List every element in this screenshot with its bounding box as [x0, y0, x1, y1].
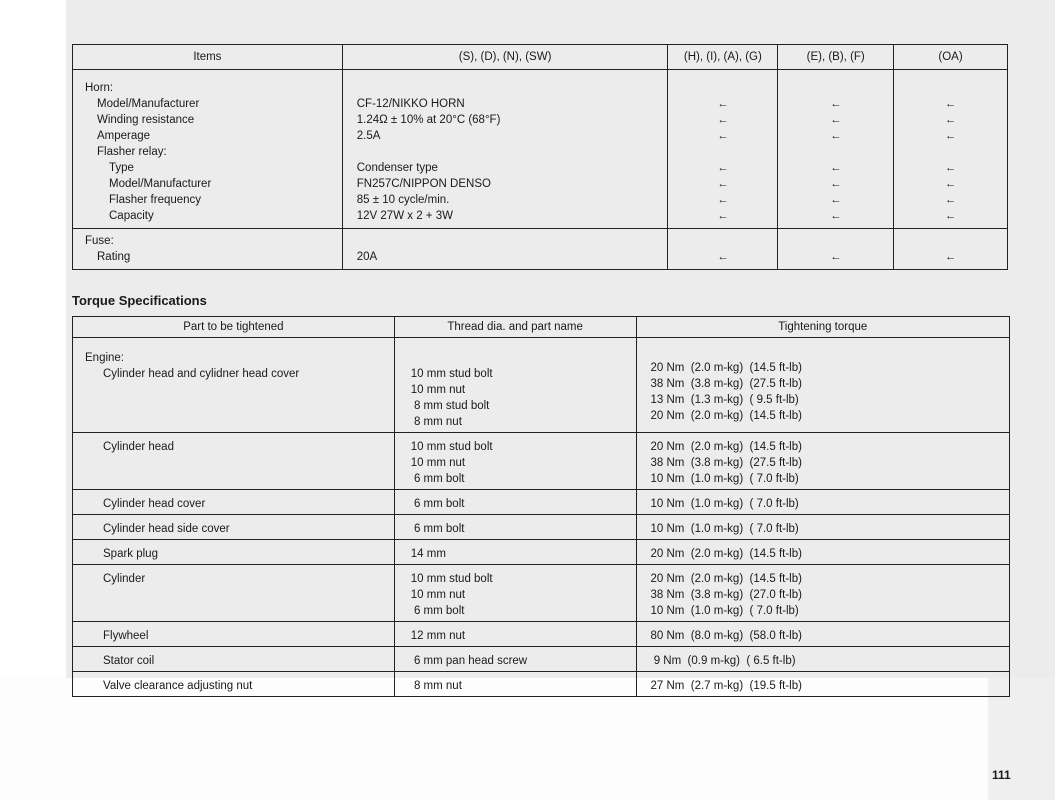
- horn-values-cell: [342, 70, 668, 229]
- part-cell: [73, 565, 395, 622]
- item-label: Rating: [97, 251, 131, 263]
- fuse-values-cell: [342, 229, 668, 270]
- part-cell: [73, 647, 395, 672]
- same-as-left-arrow-icon: ←: [717, 194, 729, 206]
- item-label: Flasher relay:: [97, 146, 167, 158]
- item-value: [357, 144, 660, 160]
- same-as-left-arrow-icon: ←: [717, 130, 729, 142]
- same-as-left-arrow-icon: ←: [829, 251, 842, 263]
- horn-arrows-h: [668, 70, 778, 229]
- same-as-left-arrow-icon: ←: [829, 98, 842, 110]
- item-label: Model/Manufacturer: [97, 98, 200, 110]
- item-value: Condenser type: [356, 162, 438, 174]
- torque-row: [73, 490, 1010, 515]
- item-label: Horn:: [85, 82, 114, 94]
- torque-value: 9 Nm (0.9 m-kg) ( 6.5 ft-lb): [650, 655, 796, 667]
- header-part: Part to be tightened: [73, 317, 395, 338]
- horn-arrows-oa: [894, 70, 1008, 229]
- same-as-left-arrow-icon: ←: [944, 210, 957, 222]
- fuse-items-cell: [73, 229, 343, 270]
- same-as-left-arrow-icon: ←: [944, 162, 957, 174]
- header-torque: Tightening torque: [636, 317, 1010, 338]
- torque-row: [73, 672, 1010, 697]
- same-as-left-arrow-icon: ←: [829, 178, 842, 190]
- part-cell: [73, 515, 395, 540]
- header-e-b-f: (E), (B), (F): [778, 45, 894, 70]
- torque-value: 13 Nm (1.3 m-kg) ( 9.5 ft-lb): [650, 394, 799, 406]
- part-name: Stator coil: [103, 655, 155, 667]
- part-cell: [73, 490, 395, 515]
- torque-value: 27 Nm (2.7 m-kg) (19.5 ft-lb): [650, 680, 802, 692]
- thread-cell: [394, 433, 636, 490]
- torque-value: 10 Nm (1.0 m-kg) ( 7.0 ft-lb): [650, 523, 799, 535]
- fuse-arrows-oa: [894, 229, 1008, 270]
- same-as-left-arrow-icon: ←: [944, 98, 957, 110]
- blank-line: [786, 80, 885, 96]
- thread-spec: 10 mm nut: [410, 457, 466, 469]
- thread-spec: 6 mm bolt: [410, 498, 465, 510]
- header-thread: Thread dia. and part name: [394, 317, 636, 338]
- part-name: Cylinder: [103, 573, 146, 585]
- torque-value: 38 Nm (3.8 m-kg) (27.5 ft-lb): [650, 457, 802, 469]
- part-name: Valve clearance adjusting nut: [103, 680, 253, 692]
- item-label: Fuse:: [85, 235, 114, 247]
- thread-cell: [394, 515, 636, 540]
- torque-row: [73, 515, 1010, 540]
- thread-spec: 10 mm stud bolt: [410, 573, 493, 585]
- item-value: CF-12/NIKKO HORN: [356, 98, 465, 110]
- same-as-left-arrow-icon: ←: [829, 162, 842, 174]
- torque-cell: [636, 515, 1010, 540]
- item-value: FN257C/NIPPON DENSO: [356, 178, 491, 190]
- thread-spec: 10 mm stud bolt: [410, 441, 493, 453]
- torque-cell: [636, 540, 1010, 565]
- same-as-left-arrow-icon: ←: [944, 251, 957, 263]
- same-as-left-arrow-icon: ←: [717, 178, 729, 190]
- part-name: Flywheel: [103, 630, 149, 642]
- torque-value: 38 Nm (3.8 m-kg) (27.5 ft-lb): [650, 378, 802, 390]
- part-name: Cylinder head and cylidner head cover: [103, 368, 300, 380]
- part-cell: [73, 338, 395, 433]
- same-as-left-arrow-icon: ←: [944, 130, 957, 142]
- item-value: 2.5A: [356, 130, 381, 142]
- torque-value: 10 Nm (1.0 m-kg) ( 7.0 ft-lb): [650, 605, 799, 617]
- thread-cell: [394, 622, 636, 647]
- same-as-left-arrow-icon: ←: [717, 114, 729, 126]
- item-label: Model/Manufacturer: [109, 178, 212, 190]
- fuse-arrows-e: [778, 229, 894, 270]
- item-value: 20A: [356, 251, 378, 263]
- torque-value: 80 Nm (8.0 m-kg) (58.0 ft-lb): [650, 630, 802, 642]
- same-as-left-arrow-icon: ←: [717, 251, 729, 263]
- same-as-left-arrow-icon: ←: [944, 194, 957, 206]
- thread-cell: [394, 490, 636, 515]
- part-name: Cylinder head side cover: [103, 523, 230, 535]
- torque-value: 20 Nm (2.0 m-kg) (14.5 ft-lb): [650, 362, 802, 374]
- blank-line: [786, 144, 885, 160]
- torque-value: 38 Nm (3.8 m-kg) (27.0 ft-lb): [650, 589, 802, 601]
- thread-spec: 10 mm nut: [410, 589, 466, 601]
- torque-row: [73, 433, 1010, 490]
- torque-value: 10 Nm (1.0 m-kg) ( 7.0 ft-lb): [650, 473, 799, 485]
- torque-header-row: [73, 317, 1010, 338]
- torque-cell: [636, 433, 1010, 490]
- thread-cell: [394, 338, 636, 433]
- thread-spec: 6 mm bolt: [410, 605, 465, 617]
- same-as-left-arrow-icon: ←: [717, 162, 729, 174]
- thread-spec: 8 mm stud bolt: [410, 400, 490, 412]
- part-name: Engine:: [85, 352, 125, 364]
- torque-value: 20 Nm (2.0 m-kg) (14.5 ft-lb): [650, 573, 802, 585]
- item-label: Capacity: [109, 210, 154, 222]
- part-name: Spark plug: [103, 548, 158, 560]
- torque-row: [73, 338, 1010, 433]
- item-value: [357, 80, 660, 96]
- same-as-left-arrow-icon: ←: [944, 114, 957, 126]
- torque-cell: [636, 490, 1010, 515]
- torque-cell: [636, 672, 1010, 697]
- thread-cell: [394, 647, 636, 672]
- thread-cell: [394, 672, 636, 697]
- horn-items-cell: [73, 70, 343, 229]
- item-label: Type: [109, 162, 134, 174]
- torque-value: 10 Nm (1.0 m-kg) ( 7.0 ft-lb): [650, 498, 799, 510]
- blank-line: [902, 144, 999, 160]
- part-cell: [73, 540, 395, 565]
- blank-line: [902, 233, 999, 249]
- item-value: 12V 27W x 2 + 3W: [356, 210, 453, 222]
- page-number: 111: [992, 768, 1011, 782]
- part-cell: [73, 672, 395, 697]
- item-value: 1.24Ω ± 10% at 20°C (68°F): [356, 114, 501, 126]
- same-as-left-arrow-icon: ←: [717, 210, 729, 222]
- header-s-d-n-sw: (S), (D), (N), (SW): [342, 45, 668, 70]
- item-label: Winding resistance: [97, 114, 195, 126]
- thread-spec: 6 mm pan head screw: [410, 655, 528, 667]
- part-cell: [73, 433, 395, 490]
- horn-block-row: [73, 70, 1008, 229]
- item-value: [357, 233, 660, 249]
- torque-spec-table: [72, 316, 1010, 697]
- thread-spec: 8 mm nut: [410, 416, 462, 428]
- part-name: Cylinder head: [103, 441, 174, 453]
- item-label: Flasher frequency: [109, 194, 202, 206]
- thread-spec: 10 mm stud bolt: [410, 368, 493, 380]
- item-label: Amperage: [97, 130, 151, 142]
- torque-cell: [636, 565, 1010, 622]
- thread-spec: 14 mm: [410, 548, 446, 560]
- torque-row: [73, 647, 1010, 672]
- torque-cell: [636, 338, 1010, 433]
- fuse-arrows-h: [668, 229, 778, 270]
- torque-row: [73, 622, 1010, 647]
- torque-row: [73, 540, 1010, 565]
- thread-spec: 6 mm bolt: [410, 473, 465, 485]
- same-as-left-arrow-icon: ←: [717, 98, 729, 110]
- same-as-left-arrow-icon: ←: [829, 210, 842, 222]
- thread-spec: 6 mm bolt: [410, 523, 465, 535]
- blank-line: [786, 233, 885, 249]
- torque-value: 20 Nm (2.0 m-kg) (14.5 ft-lb): [650, 410, 802, 422]
- same-as-left-arrow-icon: ←: [829, 194, 842, 206]
- torque-value: 20 Nm (2.0 m-kg) (14.5 ft-lb): [650, 548, 802, 560]
- thread-spec: 12 mm nut: [410, 630, 466, 642]
- fuse-block-row: [73, 229, 1008, 270]
- torque-cell: [636, 647, 1010, 672]
- header-h-i-a-g: (H), (I), (A), (G): [668, 45, 778, 70]
- same-as-left-arrow-icon: ←: [829, 130, 842, 142]
- blank-line: [902, 80, 999, 96]
- blank-line: [676, 233, 769, 249]
- torque-value: 20 Nm (2.0 m-kg) (14.5 ft-lb): [650, 441, 802, 453]
- part-cell: [73, 622, 395, 647]
- header-items: Items: [73, 45, 343, 70]
- blank-line: [676, 144, 769, 160]
- horn-arrows-e: [778, 70, 894, 229]
- torque-cell: [636, 622, 1010, 647]
- thread-cell: [394, 540, 636, 565]
- same-as-left-arrow-icon: ←: [829, 114, 842, 126]
- thread-spec: 10 mm nut: [410, 384, 466, 396]
- electrical-spec-table: [72, 44, 1008, 270]
- thread-cell: [394, 565, 636, 622]
- blank-line: [676, 80, 769, 96]
- thread-spec: 8 mm nut: [410, 680, 462, 692]
- header-oa: (OA): [894, 45, 1008, 70]
- torque-row: [73, 565, 1010, 622]
- spec-header-row: [73, 45, 1008, 70]
- part-name: Cylinder head cover: [103, 498, 206, 510]
- torque-section-title: Torque Specifications: [72, 293, 207, 308]
- same-as-left-arrow-icon: ←: [944, 178, 957, 190]
- item-value: 85 ± 10 cycle/min.: [356, 194, 450, 206]
